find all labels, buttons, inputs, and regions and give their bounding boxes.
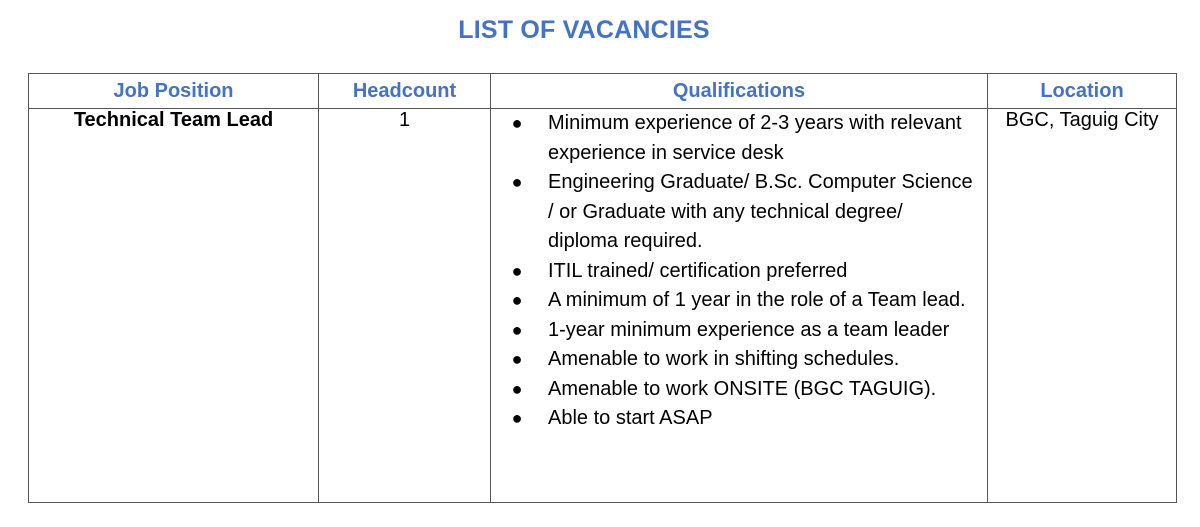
cell-headcount: 1 — [319, 109, 491, 503]
qualification-text: A minimum of 1 year in the role of a Team lead. — [548, 289, 966, 311]
qualification-text: Engineering Graduate/ B.Sc. Computer Science / or Graduate with any technical degree/ diploma required. — [548, 171, 973, 252]
bullet-icon: ● — [511, 408, 523, 428]
bullet-icon: ● — [511, 172, 523, 192]
list-item — [491, 345, 987, 375]
table-header-row — [29, 74, 1177, 109]
list-item — [491, 109, 987, 168]
bullet-icon: ● — [511, 113, 523, 133]
bullet-icon: ● — [511, 319, 523, 340]
list-item — [491, 404, 987, 434]
header-qualifications: Qualifications — [491, 74, 988, 109]
list-item — [491, 257, 987, 287]
page-title: LIST OF VACANCIES — [458, 16, 710, 44]
vacancies-table — [28, 73, 1177, 503]
list-item — [491, 168, 987, 257]
qualification-text: Amenable to work ONSITE (BGC TAGUIG). — [548, 377, 937, 400]
qualification-text: Amenable to work in shifting schedules. — [548, 348, 900, 370]
table-row — [29, 109, 1177, 503]
qualification-text: ITIL trained/ certification preferred — [548, 259, 848, 282]
bullet-icon: ● — [511, 349, 523, 369]
qualification-text: 1-year minimum experience as a team leader — [548, 318, 950, 341]
list-item — [491, 375, 987, 405]
qualifications-list — [491, 109, 987, 434]
cell-location: BGC, Taguig City — [988, 109, 1177, 503]
list-item — [491, 316, 987, 346]
qualification-text: Minimum experience of 2-3 years with relevant experience in service desk — [548, 112, 962, 164]
bullet-icon: ● — [511, 260, 523, 281]
header-job-position: Job Position — [29, 74, 319, 109]
cell-job-position: Technical Team Lead — [29, 109, 319, 503]
header-location: Location — [988, 74, 1177, 109]
cell-qualifications — [491, 109, 988, 503]
header-headcount: Headcount — [319, 74, 491, 109]
qualification-text: Able to start ASAP — [548, 407, 713, 429]
bullet-icon: ● — [511, 378, 523, 399]
list-item — [491, 286, 987, 316]
bullet-icon: ● — [511, 290, 523, 310]
